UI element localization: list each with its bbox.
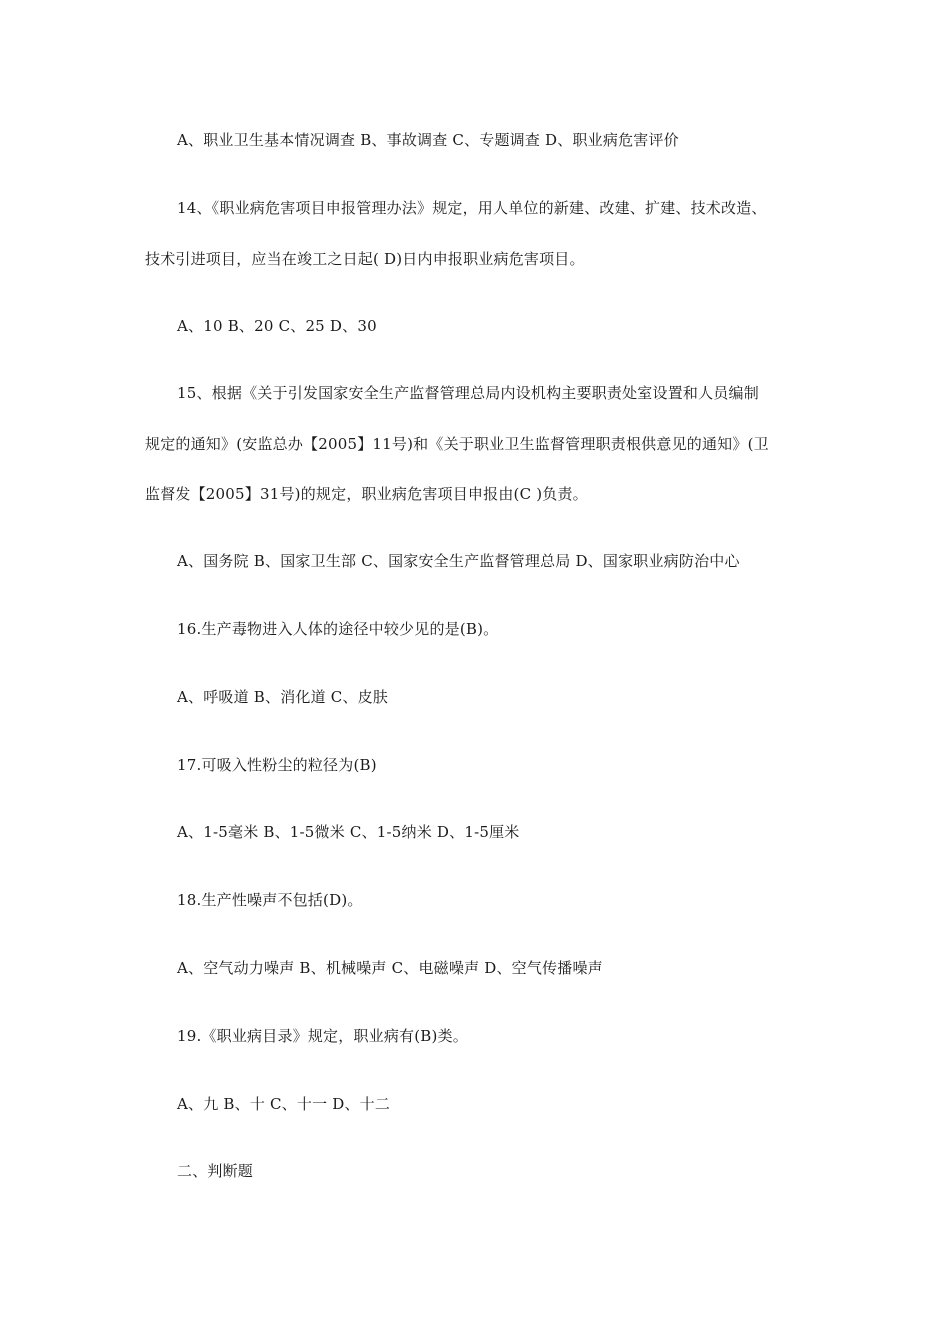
q13-options: A、职业卫生基本情况调查 B、事故调查 C、专题调查 D、职业病危害评价 (177, 131, 679, 149)
q16-options: A、呼吸道 B、消化道 C、皮肤 (177, 688, 389, 706)
q14-text-line-2: 技术引进项目，应当在竣工之日起( D)日内申报职业病危害项目。 (145, 250, 585, 268)
q18-options: A、空气动力噪声 B、机械噪声 C、电磁噪声 D、空气传播噪声 (177, 959, 603, 977)
q14-text-line-1: 14、《职业病危害项目申报管理办法》规定，用人单位的新建、改建、扩建、技术改造、 (177, 199, 767, 217)
q15-options: A、国务院 B、国家卫生部 C、国家安全生产监督管理总局 D、国家职业病防治中心 (177, 552, 740, 570)
q14-options: A、10 B、20 C、25 D、30 (177, 317, 377, 335)
q16-text: 16.生产毒物进入人体的途径中较少见的是(B)。 (177, 620, 499, 638)
q19-text: 19.《职业病目录》规定，职业病有(B)类。 (177, 1027, 468, 1045)
q15-text-line-3: 监督发【2005】31号)的规定，职业病危害项目申报由(C )负责。 (145, 485, 588, 503)
q17-text: 17.可吸入性粉尘的粒径为(B) (177, 756, 377, 774)
q17-options: A、1-5毫米 B、1-5微米 C、1-5纳米 D、1-5厘米 (177, 823, 520, 841)
q18-text: 18.生产性噪声不包括(D)。 (177, 891, 363, 909)
q15-text-line-1: 15、根据《关于引发国家安全生产监督管理总局内设机构主要职责处室设置和人员编制 (177, 384, 759, 402)
q19-options: A、九 B、十 C、十一 D、十二 (177, 1095, 391, 1113)
q15-text-line-2: 规定的通知》(安监总办【2005】11号)和《关于职业卫生监督管理职责根供意见的通知》(卫 (145, 435, 769, 453)
section-heading-true-false: 二、判断题 (177, 1162, 254, 1180)
